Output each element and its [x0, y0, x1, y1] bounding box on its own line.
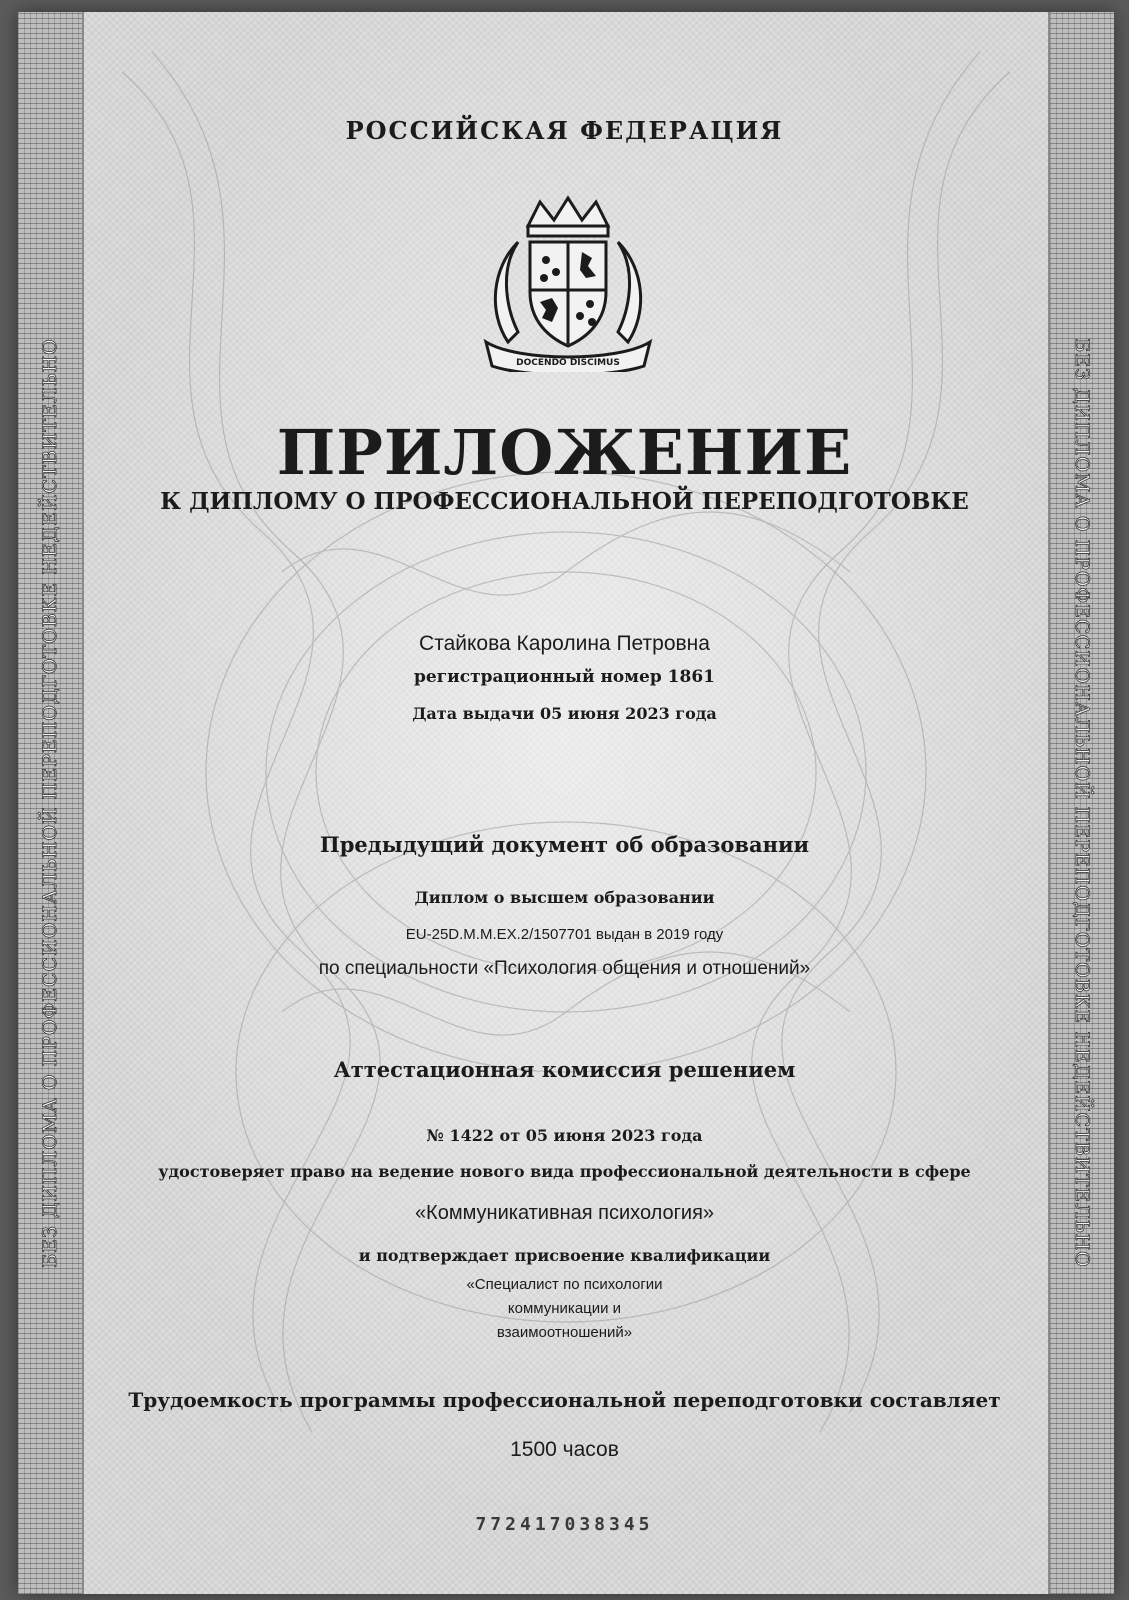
registration-number: регистрационный номер 1861 — [414, 667, 715, 687]
right-border-text: БЕЗ ДИПЛОМА О ПРОФЕССИОНАЛЬНОЙ ПЕРЕПОДГОТОВКЕ НЕДЕЙСТВИТЕЛЬНО — [1071, 338, 1093, 1268]
previous-education-type: Диплом о высшем образовании — [414, 888, 715, 907]
qualification-line: взаимоотношений» — [496, 1324, 633, 1341]
professional-sphere: «Коммуникативная психология» — [414, 1202, 715, 1224]
holder-name: Стайкова Каролина Петровна — [419, 632, 710, 655]
left-border-text: БЕЗ ДИПЛОМА О ПРОФЕССИОНАЛЬНОЙ ПЕРЕПОДГОТОВКЕ НЕДЕЙСТВИТЕЛЬНО — [39, 338, 61, 1268]
document-title: ПРИЛОЖЕНИЕ — [276, 416, 853, 489]
document-subtitle: К ДИПЛОМУ О ПРОФЕССИОНАЛЬНОЙ ПЕРЕПОДГОТОВКЕ — [160, 488, 969, 515]
commission-heading: Аттестационная комиссия решением — [333, 1057, 796, 1082]
previous-education-heading: Предыдущий документ об образовании — [319, 832, 810, 857]
serial-number: 772417038345 — [475, 1514, 654, 1535]
country-heading: РОССИЙСКАЯ ФЕДЕРАЦИЯ — [345, 116, 784, 145]
commission-decision: № 1422 от 05 июня 2023 года — [426, 1126, 703, 1145]
previous-education-number: EU-25D.M.M.EX.2/1507701 выдан в 2019 году — [405, 926, 724, 943]
crest-motto: DOCENDO DISCIMUS — [516, 358, 620, 368]
labor-intensity-hours: 1500 часов — [510, 1438, 619, 1461]
commission-certifies: удостоверяет право на ведение нового вида профессиональной деятельности в сфере — [158, 1162, 971, 1181]
right-security-border — [1048, 12, 1114, 1594]
left-security-border — [18, 12, 84, 1594]
qualification-line: «Специалист по психологии — [466, 1276, 663, 1293]
university-crest-emblem — [478, 192, 658, 372]
qualification-line: коммуникации и — [507, 1300, 622, 1317]
labor-intensity-text: Трудоемкость программы профессиональной переподготовки составляет — [128, 1388, 1001, 1412]
previous-education-specialty: по специальности «Психология общения и отношений» — [318, 958, 811, 979]
diploma-supplement-sheet — [18, 12, 1114, 1594]
issue-date: Дата выдачи 05 июня 2023 года — [412, 704, 717, 723]
commission-confirms: и подтверждает присвоение квалификации — [358, 1246, 771, 1265]
